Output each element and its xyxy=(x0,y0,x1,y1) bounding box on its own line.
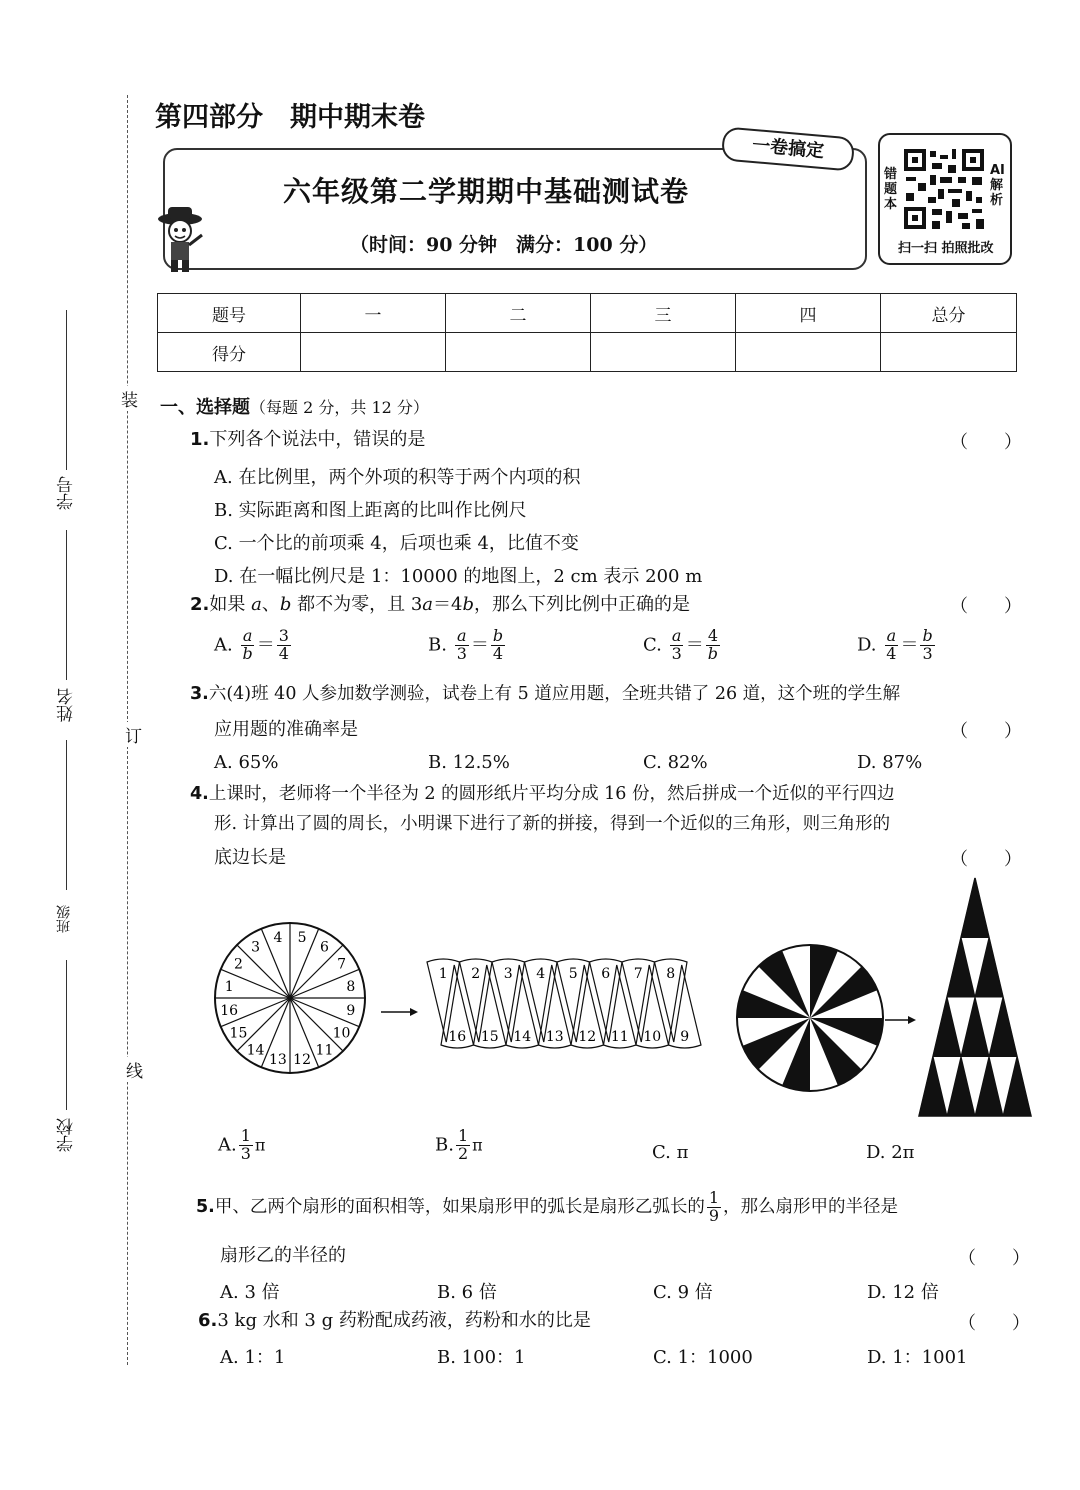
q4-answer-blank[interactable]: （ ） xyxy=(950,849,1022,870)
binding-char-ding: 订 xyxy=(125,722,142,747)
exam-title: 六年级第二学期期中基础测试卷 xyxy=(283,175,690,208)
score-cell[interactable] xyxy=(736,333,881,372)
class-line[interactable] xyxy=(66,740,67,890)
frac-num: a xyxy=(671,626,682,645)
q6-option-d[interactable]: D. 1：1001 xyxy=(867,1347,968,1368)
frac-num: b xyxy=(492,626,504,645)
q2-option-b-label: B. xyxy=(428,634,447,656)
name-line[interactable] xyxy=(66,530,67,680)
q4-line3: 底边长是 xyxy=(214,847,286,868)
q1-option-c[interactable]: C. 一个比的前项乘 4，后项也乘 4，比值不变 xyxy=(214,533,579,554)
top-sector-label: 8 xyxy=(666,966,676,982)
q6-option-c[interactable]: C. 1：1000 xyxy=(653,1347,753,1368)
black-triangle xyxy=(1003,1057,1031,1117)
qr-block[interactable] xyxy=(878,133,1012,265)
black-white-circle xyxy=(737,945,883,1091)
q3-answer-blank[interactable]: （ ） xyxy=(950,721,1022,742)
frac-den: b xyxy=(707,643,719,663)
black-triangle xyxy=(989,997,1017,1057)
q6-answer-blank[interactable]: （ ） xyxy=(958,1313,1030,1334)
frac-num: 1 xyxy=(708,1188,720,1207)
frac-num: a xyxy=(886,626,897,645)
score-cell[interactable] xyxy=(591,333,736,372)
score-header-cell: 二 xyxy=(446,294,591,333)
equals: ＝ xyxy=(900,634,919,656)
arrow-2 xyxy=(885,1016,916,1024)
sector-label: 5 xyxy=(297,930,307,947)
frac-num: a xyxy=(457,626,467,645)
q5-option-a[interactable]: A. 3 倍 xyxy=(220,1282,280,1303)
q5-stem-line1 xyxy=(196,1190,898,1225)
q2-var-a2: a xyxy=(422,594,434,615)
q4-option-b[interactable] xyxy=(435,1128,483,1163)
binding-char-xian: 线 xyxy=(126,1057,143,1082)
q2-option-a[interactable] xyxy=(214,628,293,663)
school-label: 学校 xyxy=(57,1118,77,1152)
q1-option-b[interactable]: B. 实际距离和图上距离的比叫作比例尺 xyxy=(214,500,527,521)
pi-symbol: π xyxy=(472,1135,483,1155)
top-sector-label: 5 xyxy=(568,966,578,982)
sector-label: 9 xyxy=(346,1003,356,1020)
frac-num: a xyxy=(242,626,253,645)
black-triangle xyxy=(919,1057,947,1117)
class-label: 班级 xyxy=(56,905,72,933)
q5-answer-blank[interactable]: （ ） xyxy=(958,1248,1030,1269)
student-id-label: 学号 xyxy=(57,476,77,510)
q3-number: 3. xyxy=(190,684,209,704)
score-header-cell: 总分 xyxy=(881,294,1017,333)
sector-label: 12 xyxy=(293,1051,312,1068)
q5-option-b[interactable]: B. 6 倍 xyxy=(437,1282,497,1303)
q6-stem xyxy=(198,1311,591,1331)
q4-number: 4. xyxy=(190,784,209,804)
frac-den: 3 xyxy=(456,643,467,663)
q2-answer-blank[interactable]: （ ） xyxy=(950,596,1022,617)
q4-option-b-label: B. xyxy=(435,1134,454,1156)
arrow-1 xyxy=(381,1008,418,1016)
score-cell[interactable] xyxy=(301,333,446,372)
triangle-arrangement xyxy=(919,878,1031,1116)
numbered-circle xyxy=(215,923,365,1073)
q1-option-a[interactable]: A. 在比例里，两个外项的积等于两个内项的积 xyxy=(214,467,581,488)
sector-label: 13 xyxy=(268,1051,287,1068)
frac-num: 1 xyxy=(457,1126,469,1145)
bottom-sector-label: 9 xyxy=(680,1029,690,1045)
q4-option-d[interactable]: D. 2π xyxy=(866,1142,915,1163)
q2-var-a: a xyxy=(251,594,262,615)
frac-den: 3 xyxy=(240,1143,251,1163)
top-sector-label: 1 xyxy=(438,966,448,982)
frac-den: 4 xyxy=(492,643,504,663)
q5-line2: 扇形乙的半径的 xyxy=(220,1245,346,1266)
q2-option-b[interactable] xyxy=(428,628,507,663)
q4-option-c[interactable]: C. π xyxy=(652,1142,689,1163)
sector-label: 6 xyxy=(319,939,329,956)
q3-stem-line1 xyxy=(190,685,900,704)
q5-line1a: 甲、乙两个扇形的面积相等，如果扇形甲的弧长是扇形乙弧长的 xyxy=(214,1196,705,1217)
score-table-header-row xyxy=(158,294,1017,333)
q3-option-b[interactable]: B. 12.5% xyxy=(428,752,510,773)
sector-label: 14 xyxy=(246,1042,265,1059)
bottom-sector-label: 12 xyxy=(578,1029,597,1045)
qr-bottom-label: 扫一扫 拍照批改 xyxy=(898,241,994,256)
sector-label: 2 xyxy=(233,956,243,973)
q3-line1: 六(4)班 40 人参加数学测验，试卷上有 5 道应用题，全班共错了 26 道，这个班的学生解 xyxy=(208,684,901,704)
bottom-sector-label: 15 xyxy=(480,1029,499,1045)
q4-line1: 上课时，老师将一个半径为 2 的圆形纸片平均分成 16 份，然后拼成一个近似的平行四边 xyxy=(208,784,895,804)
q4-option-a-label: A. xyxy=(218,1134,237,1156)
section1-title: 一、选择题 xyxy=(160,397,250,418)
section1-note: （每题 2 分，共 12 分） xyxy=(250,398,429,417)
score-header-cell: 一 xyxy=(301,294,446,333)
sector-label: 1 xyxy=(224,978,234,995)
q2-var-b: b xyxy=(279,594,292,615)
q5-line1b: ，那么扇形甲的半径是 xyxy=(723,1196,899,1217)
pi-symbol: π xyxy=(254,1135,266,1155)
black-triangle xyxy=(933,997,961,1057)
q3-option-a[interactable]: A. 65% xyxy=(214,752,279,773)
q4-figure xyxy=(205,870,1035,1120)
sector-label: 15 xyxy=(229,1025,248,1042)
sector-label: 7 xyxy=(337,956,347,973)
equals: ＝ xyxy=(470,634,489,656)
student-id-line[interactable] xyxy=(66,310,67,470)
q6-number: 6. xyxy=(198,1310,218,1331)
q4-line2: 形. 计算出了圆的周长，小明课下进行了新的拼接，得到一个近似的三角形，则三角形的 xyxy=(214,814,891,834)
q1-answer-blank[interactable]: （ ） xyxy=(950,432,1022,453)
q2-stem xyxy=(190,595,690,615)
q2-var-b2: b xyxy=(462,594,474,615)
top-sector-label: 4 xyxy=(536,966,546,982)
q6-option-a[interactable]: A. 1：1 xyxy=(220,1347,286,1368)
mascot-icon xyxy=(150,205,214,275)
q3-option-c[interactable]: C. 82% xyxy=(643,752,708,773)
frac-num: 3 xyxy=(278,626,289,645)
bottom-sector-label: 10 xyxy=(643,1029,662,1045)
school-line[interactable] xyxy=(66,960,67,1110)
exam-subtitle: （时间：90 分钟 满分：100 分） xyxy=(350,234,658,256)
frac-den: b xyxy=(242,643,253,663)
sector-label: 10 xyxy=(332,1025,351,1042)
frac-den: 4 xyxy=(278,643,289,663)
black-triangle xyxy=(975,938,1003,998)
part-header: 第四部分 期中期末卷 xyxy=(155,102,425,133)
frac-num: 1 xyxy=(240,1126,251,1145)
score-cell[interactable] xyxy=(881,333,1017,372)
q2-stem-a: 如果 xyxy=(209,594,252,615)
bottom-sector-label: 14 xyxy=(513,1029,532,1045)
bottom-sector-label: 16 xyxy=(448,1029,467,1045)
badge-text: 一卷搞定 xyxy=(751,134,825,163)
black-triangle xyxy=(961,878,989,938)
q6-option-b[interactable]: B. 100：1 xyxy=(437,1347,526,1368)
frac-den: 3 xyxy=(922,643,933,663)
section1-heading xyxy=(160,398,429,418)
qr-left-label: 错题本 xyxy=(884,167,898,212)
frac-den: 9 xyxy=(708,1205,720,1225)
equals: ＝ xyxy=(256,634,275,656)
sector-label: 11 xyxy=(315,1042,334,1059)
q2-option-a-label: A. xyxy=(214,634,233,656)
q3-option-d[interactable]: D. 87% xyxy=(857,752,923,773)
score-table-score-row xyxy=(158,333,1017,372)
q2-stem-b: 都不为零，且 3 xyxy=(291,594,423,615)
q4-stem-line1 xyxy=(190,785,894,804)
top-sector-label: 2 xyxy=(471,966,481,982)
top-sector-label: 3 xyxy=(503,966,513,982)
sector-label: 16 xyxy=(220,1003,239,1020)
q5-option-d[interactable]: D. 12 倍 xyxy=(867,1282,939,1303)
score-cell[interactable] xyxy=(446,333,591,372)
sector-label: 3 xyxy=(251,939,261,956)
q2-option-c[interactable] xyxy=(643,628,722,663)
qr-right-label: AI解析 xyxy=(990,163,1005,208)
frac-den: 2 xyxy=(457,1143,469,1163)
name-label: 姓名 xyxy=(57,688,77,722)
score-row-label: 得分 xyxy=(158,333,301,372)
q1-stem xyxy=(190,430,425,450)
q2-comma: 、 xyxy=(261,594,280,615)
q1-stem-text: 下列各个说法中，错误的是 xyxy=(209,429,426,450)
black-triangle xyxy=(947,1057,975,1117)
equals: ＝ xyxy=(685,634,704,656)
top-sector-label: 6 xyxy=(601,966,611,982)
frac-num: 4 xyxy=(707,626,718,645)
frac-num: b xyxy=(922,626,933,645)
sector-label: 4 xyxy=(273,930,283,947)
bottom-sector-label: 11 xyxy=(610,1029,629,1045)
black-triangle xyxy=(961,997,989,1057)
q1-option-d[interactable]: D. 在一幅比例尺是 1：10000 的地图上，2 cm 表示 200 m xyxy=(214,566,703,587)
q2-option-c-label: C. xyxy=(643,634,662,656)
q2-option-d[interactable] xyxy=(857,628,937,663)
q1-number: 1. xyxy=(190,429,210,450)
bottom-sector-label: 13 xyxy=(545,1029,564,1045)
top-sector-label: 7 xyxy=(633,966,643,982)
score-table xyxy=(157,293,1017,372)
score-header-cell: 三 xyxy=(591,294,736,333)
binding-char-zhuang: 装 xyxy=(121,386,138,411)
score-header-cell: 四 xyxy=(736,294,881,333)
qr-code-icon xyxy=(902,147,986,231)
frac-den: 3 xyxy=(671,643,682,663)
q2-stem-c: ＝4 xyxy=(433,594,463,615)
frac-den: 4 xyxy=(886,643,897,663)
q2-stem-d: ，那么下列比例中正确的是 xyxy=(474,594,690,615)
q4-option-a[interactable] xyxy=(218,1128,265,1163)
q5-number: 5. xyxy=(196,1196,215,1217)
q5-option-c[interactable]: C. 9 倍 xyxy=(653,1282,713,1303)
score-header-cell: 题号 xyxy=(158,294,301,333)
q2-number: 2. xyxy=(190,594,210,615)
black-triangle xyxy=(947,938,975,998)
q3-line2: 应用题的准确率是 xyxy=(214,719,358,740)
parallelogram-strip xyxy=(427,959,701,1048)
q6-stem-text: 3 kg 水和 3 g 药粉配成药液，药粉和水的比是 xyxy=(217,1310,591,1331)
black-triangle xyxy=(975,1057,1003,1117)
sector-label: 8 xyxy=(346,978,356,995)
q2-option-d-label: D. xyxy=(857,634,877,656)
